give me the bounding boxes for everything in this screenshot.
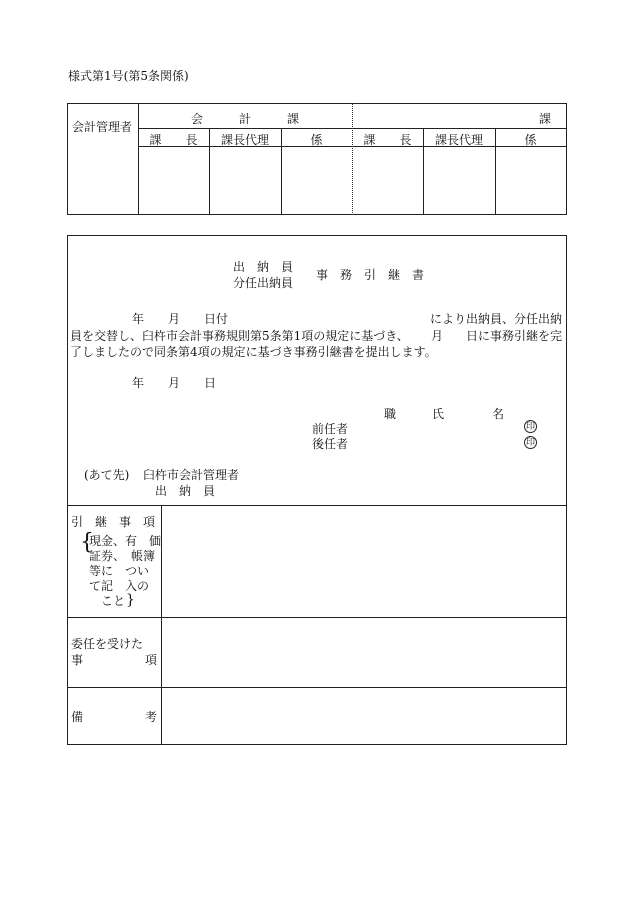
submission-date: 年 月 日 (132, 376, 217, 390)
title-suffix: 事 務 引 継 書 (316, 268, 425, 282)
delegated-label-jp2: 項 (145, 653, 158, 667)
delegated-label-jp1: 事 (71, 653, 84, 667)
note-line-5: こと (101, 594, 126, 608)
addressee-cashier: 出 納 員 (155, 484, 216, 498)
addressee-manager: 臼杵市会計管理者 (143, 468, 240, 482)
successor-label: 後任者 (312, 437, 349, 451)
col-kacho-1: 課 長 (149, 133, 198, 147)
predecessor-label: 前任者 (312, 422, 349, 436)
form-id: 様式第1号(第5条関係) (68, 69, 189, 83)
accounting-section-label: 会 計 課 (190, 112, 299, 126)
note-line-2: 証券、 帳簿 (89, 549, 156, 563)
title-line2: 分任出納員 (233, 276, 294, 290)
p-line2-end: 日に事務引継を完 (466, 329, 563, 343)
note-line-1: 現金、有 価 (89, 534, 162, 548)
col-kakari-1: 係 (310, 133, 323, 147)
note-line-4: て記 入の (89, 579, 150, 593)
p-line3: 了しましたので同条第4項の規定に基づき事務引継書を提出します。 (70, 345, 437, 359)
successor-seal: 印 (525, 438, 535, 448)
col-kacho-2: 課 長 (363, 133, 412, 147)
addressee-label: (あて先) (84, 468, 130, 482)
col-kakari-2: 係 (524, 133, 537, 147)
note-line-3: 等に つい (89, 564, 150, 578)
remarks-label-1: 備 (71, 710, 84, 724)
col-dairi-2: 課長代理 (434, 133, 483, 147)
predecessor-seal: 印 (525, 422, 535, 432)
col-dairi-1: 課長代理 (220, 133, 269, 147)
note-open-bracket: { (80, 530, 94, 555)
other-section-label: 課 (539, 112, 552, 126)
handover-items-label: 引 継 事 項 (71, 515, 156, 529)
delegated-label-line1: 委任を受けた (71, 637, 144, 651)
p-line2-month: 月 (431, 329, 444, 343)
remarks-label-2: 考 (145, 710, 158, 724)
title-line1: 出 納 員 (233, 260, 294, 274)
sign-header: 職 氏 名 (384, 407, 505, 421)
accounting-manager-label: 会計管理者 (72, 120, 133, 134)
p-line2-start: 員を交替し、臼杵市会計事務規則第5条第1項の規定に基づき、 (70, 329, 409, 343)
p-line1-date: 年 月 日付 (132, 312, 229, 326)
p-line1-end: により出納員、分任出納 (430, 312, 563, 326)
note-close-bracket: } (126, 592, 135, 608)
